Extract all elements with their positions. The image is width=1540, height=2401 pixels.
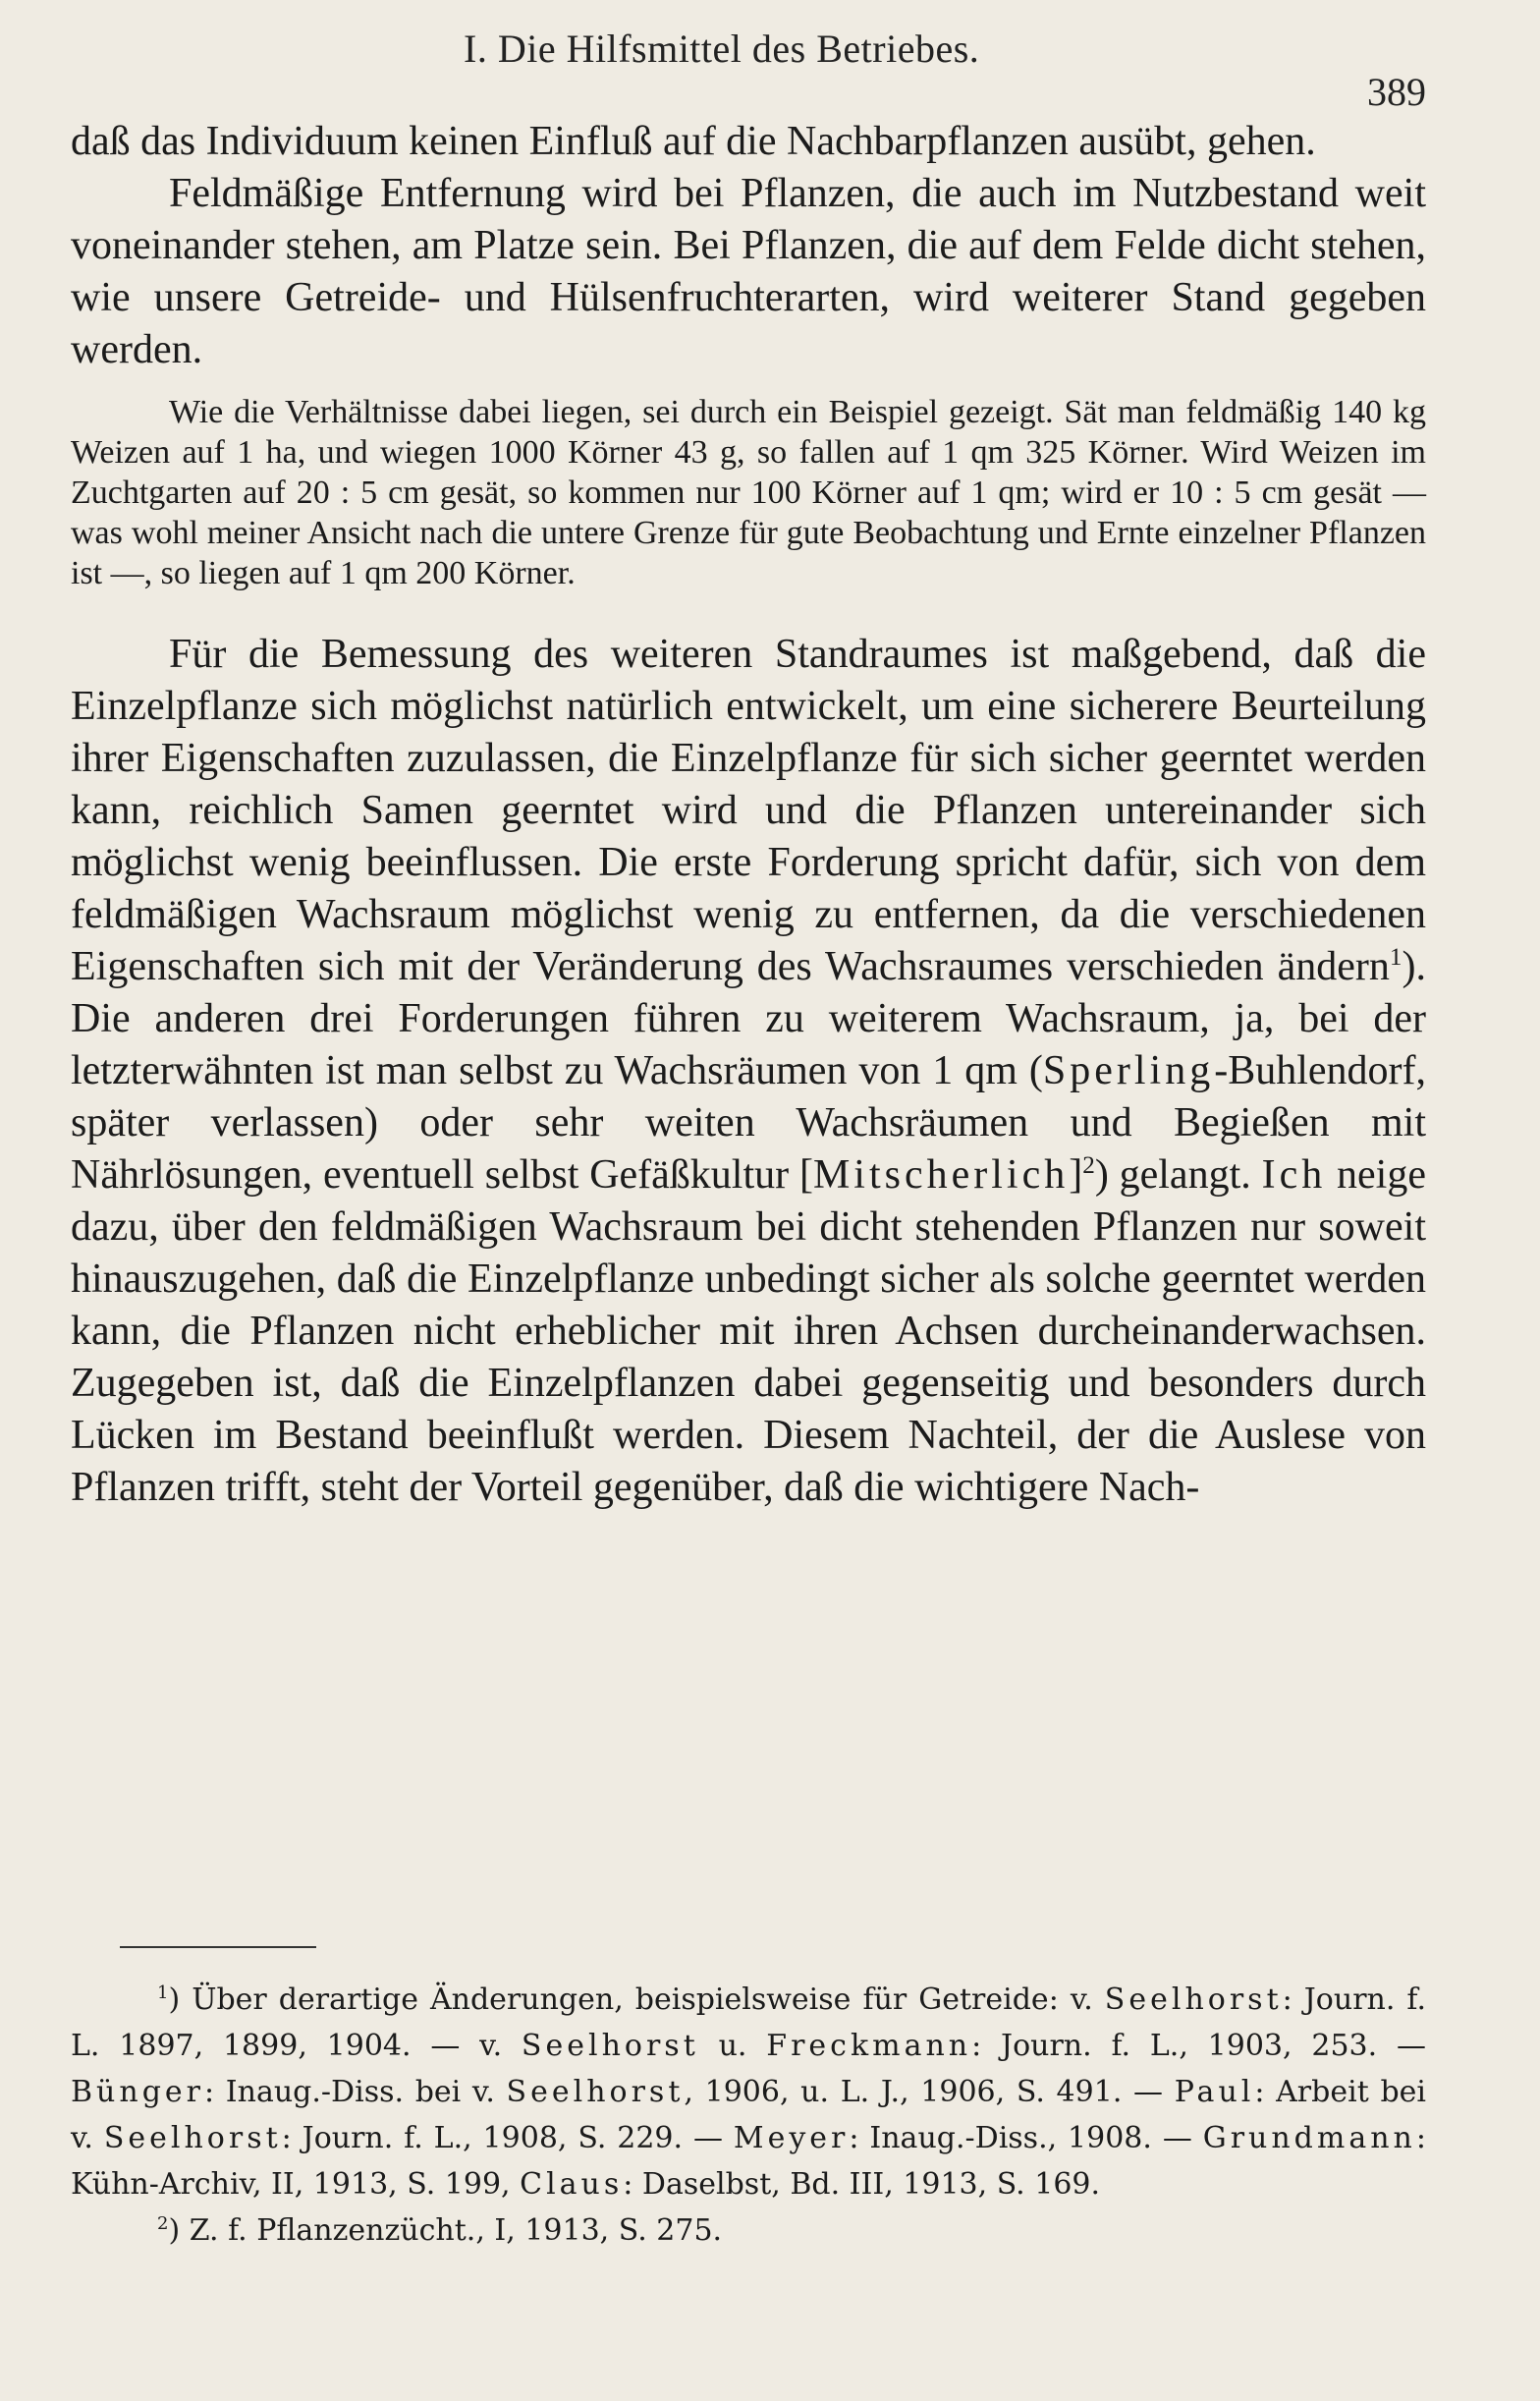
author-name: Sperling [1042, 1048, 1215, 1093]
footnote-mark-2: 2 [157, 2213, 169, 2234]
footnotes [71, 1977, 1426, 2254]
text-run: : Journ. f. L., 1903, 253. — [971, 2029, 1426, 2063]
text-run: : Journ. f. L., 1908, S. 229. — [281, 2121, 734, 2155]
text-run: Für die Bemessung des weiteren Standraumes ist maßgebend, daß die Einzelpflanze sich möglichst natürlich entwickelt, um eine sicherere Beurteilung ihrer Eigenschaften zuzulassen, die Einzelpflanze für sich sicher geerntet werden kann, reichlich Samen geerntet wird und die Pflanzen untereinander sich möglichst wenig beeinflussen. Die erste Forderung spricht dafür, sich von dem feldmäßigen Wachsraum möglichst wenig zu entfernen, da die verschiedenen Eigenschaften sich mit der Veränderung des Wachsraumes verschieden ändern [71, 632, 1426, 989]
author-name: Bünger [71, 2075, 204, 2109]
text-run: ). Die anderen drei Forderungen führen zu weiterem Wachsraum, ja, bei der letzterwähnten ist man selbst zu Wachsräumen von 1 qm ( [71, 944, 1426, 1093]
author-name: Grundmann [1202, 2121, 1416, 2155]
text-run: : Kühn-Archiv, II, 1913, S. 199, [71, 2121, 1426, 2202]
text-run: : Journ. f. L. 1897, 1899, 1904. — v. [71, 1982, 1426, 2063]
footnote-mark-1: 1 [157, 1982, 169, 2003]
author-name: Seelhorst [521, 2029, 699, 2063]
text-run: -Buhlendorf, später verlassen) oder sehr weiten Wachsräumen und Begießen mit Nährlösungen, eventuell selbst Gefäßkultur [ [71, 1048, 1426, 1198]
text-run: neige dazu, über den feldmäßigen Wachsraum bei dicht stehenden Pflanzen nur soweit hinauszugehen, daß die Einzelpflanze unbedingt sicher als solche geerntet werden kann, die Pflanzen nicht erheblicher mit ihren Achsen durcheinanderwachsen. Zugegeben ist, daß die Einzelpflanzen dabei gegenseitig und besonders durch Lücken im Bestand beeinflußt werden. Diesem Nachteil, der die Auslese von Pflanzen trifft, steht der Vorteil gegenüber, daß die wichtigere Nach- [71, 1152, 1426, 1510]
page-number: 389 [1367, 70, 1426, 114]
paragraph-field-distance: Feldmäßige Entfernung wird bei Pflanzen, die auch im Nutzbestand weit voneinander stehen, am Platze sein. Bei Pflanzen, die auf dem Felde dicht stehen, wie unsere Getreide- und Hülsenfruchterarten, wird weiterer Stand gegeben werden. [71, 171, 1426, 372]
author-name: Freckmann [766, 2029, 972, 2063]
footnote-2 [71, 2207, 1426, 2254]
author-name: Meyer [733, 2121, 850, 2155]
running-title: I. Die Hilfsmittel des Betriebes. [464, 27, 980, 71]
paragraph-example-small-print: Wie die Verhältnisse dabei liegen, sei durch ein Beispiel gezeigt. Sät man feldmäßig 140 kg Weizen auf 1 ha, und wiegen 1000 Körner 43 g, so fallen auf 1 qm 325 Körner. Wird Weizen im Zuchtgarten auf 20 : 5 cm gesät, so kommen nur 100 Körner auf 1 qm; wird er 10 : 5 cm gesät — was wohl meiner Ansicht nach die untere Grenze für gute Beobachtung und Ernte einzelner Pflanzen ist —, so liegen auf 1 qm 200 Körner. [71, 394, 1426, 591]
author-name: Seelhorst [103, 2121, 282, 2155]
text-run: ) gelangt. [1094, 1152, 1262, 1198]
body-text [71, 116, 1426, 1514]
text-run: : Inaug.-Diss. bei v. [204, 2075, 507, 2109]
text-run: ) Z. f. Pflanzenzücht., I, 1913, S. 275. [168, 2213, 723, 2248]
book-page [71, 0, 1426, 2401]
footnote-1 [71, 1977, 1426, 2207]
text-run: ] [1069, 1152, 1083, 1198]
paragraph-continuation: daß das Individuum keinen Einfluß auf die Nachbarpflanzen ausübt, gehen. [71, 119, 1316, 164]
text-run: : Arbeit bei v. [71, 2075, 1426, 2155]
author-name: Paul [1174, 2075, 1255, 2109]
text-run: u. [698, 2029, 767, 2063]
emphasis-ich: Ich [1261, 1152, 1327, 1198]
text-run: ) Über derartige Änderungen, beispielsweise für Getreide: v. [168, 1982, 1105, 2017]
author-name: Seelhorst [506, 2075, 685, 2109]
author-name: Claus [520, 2167, 624, 2202]
author-name: Mitscherlich [812, 1152, 1070, 1198]
text-run: , 1906, u. L. J., 1906, S. 491. — [684, 2075, 1175, 2109]
author-name: Seelhorst [1104, 1982, 1283, 2017]
footnote-ref-2: 2 [1082, 1152, 1095, 1179]
paragraph-growth-space [71, 629, 1426, 1514]
text-run: : Daselbst, Bd. III, 1913, S. 169. [623, 2167, 1101, 2202]
footnote-divider [120, 1946, 316, 1948]
text-run: : Inaug.-Diss., 1908. — [849, 2121, 1203, 2155]
footnote-ref-1: 1 [1389, 944, 1402, 971]
